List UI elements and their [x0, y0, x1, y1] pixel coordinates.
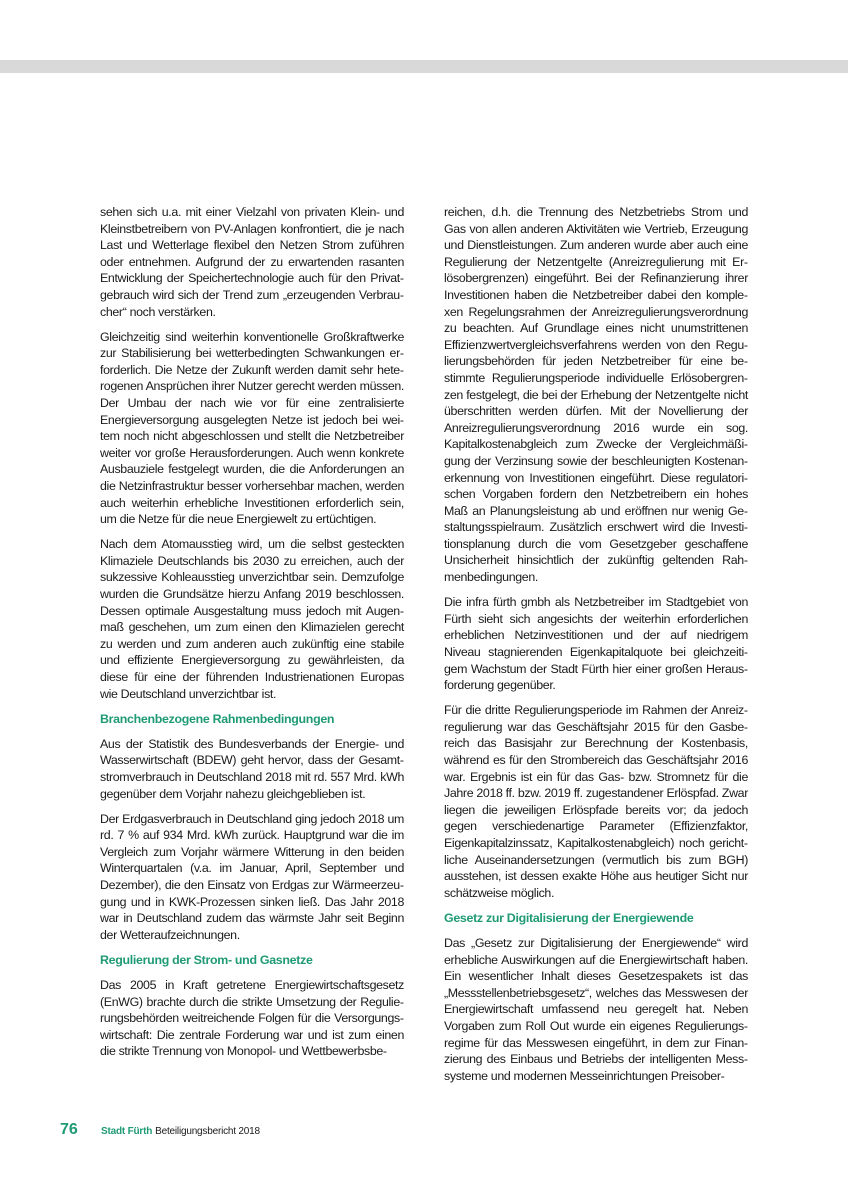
top-grey-bar — [0, 60, 848, 73]
page-number: 76 — [60, 1121, 78, 1138]
paragraph: Das 2005 in Kraft getretene Energiewirtschaftsgesetz (EnWG) brachte durch die strikte Umsetzung der Regulierungsbehörden weitreichende Folgen für die Versorgungswirtschaft: Die zentrale Forderung war und ist zum einen die strikte Trennung von Monopol- und Wettbewerbsbe- — [100, 978, 404, 1059]
paragraph: Die infra fürth gmbh als Netzbetreiber im Stadtgebiet von Fürth sieht sich angesichts der weiterhin erforderlichen erheblichen Netzinvestitionen und der auf niedrigem Niveau stagnierenden Eigenkapitalquote bei gleichzeitigem Wachstum der Stadt Fürth hier einer großen Herausforderung gegenüber. — [444, 595, 748, 693]
section-heading: Gesetz zur Digitalisierung der Energiewende — [444, 910, 694, 925]
left-column — [100, 204, 404, 1069]
section-heading: Branchenbezogene Rahmenbedingungen — [100, 711, 335, 726]
right-column — [444, 204, 748, 1093]
paragraph: Der Erdgasverbrauch in Deutschland ging jedoch 2018 um rd. 7 % auf 934 Mrd. kWh zurück. Hauptgrund war die im Vergleich zum Vorjahr wärmere Witterung in den beiden Winterquartalen (v.a. im Januar, April, September und Dezember), die den Einsatz von Erdgas zur Wärmeerzeugung und in KWK-Prozessen sinken ließ. Das Jahr 2018 war in Deutschland zudem das wärmste Jahr seit Beginn der Wetteraufzeichnungen. — [100, 811, 404, 942]
paragraph: Für die dritte Regulierungsperiode im Rahmen der Anreizregulierung war das Geschäftsjahr 2015 für den Gasbereich das Basisjahr zur Berechnung der Kostenbasis, während es für den Strombereich das Geschäftsjahr 2016 war. Ergebnis ist ein für das Gas- bzw. Stromnetz für die Jahre 2018 ff. bzw. 2019 ff. zugestandener Erlöspfad. Zwar liegen die jeweiligen Erlöspfade bereits vor; da jedoch gegen verschiedenartige Parameter (Effizienzfaktor, Eigenkapitalzinssatz, Kapitalkostenabgleich) noch gerichtliche Auseinandersetzungen (vermutlich bis zum BGH) ausstehen, ist dessen exakte Höhe aus heutiger Sicht nur schätzweise möglich. — [444, 703, 748, 900]
report-title: Beteiligungsbericht 2018 — [155, 1126, 260, 1137]
paragraph: Das „Gesetz zur Digitalisierung der Energiewende“ wird erhebliche Auswirkungen auf die Energiewirtschaft haben. Ein wesentlicher Inhalt dieses Gesetzespakets ist das „Messstellenbetriebsgesetz“, welches das Messwesen der Energiewirtschaft umfassend neu geregelt hat. Neben Vorgaben zum Roll Out wurde ein eigenes Regulierungsregime für das Messwesen eingeführt, in dem zur Finanzierung des Einbaus und Betriebs der intelligenten Messsysteme und modernen Messeinrichtungen Preisober- — [444, 935, 748, 1083]
paragraph: sehen sich u.a. mit einer Vielzahl von privaten Klein- und Kleinstbetreibern von PV-Anlagen konfrontiert, die je nach Last und Wetterlage flexibel den Netzen Strom zuführen oder entnehmen. Aufgrund der zu erwartenden rasanten Entwicklung der Speichertechnologie auch für den Privatgebrauch wird sich der Trend zum „erzeugenden Verbraucher“ noch verstärken. — [100, 205, 404, 319]
page-footer — [60, 1121, 260, 1139]
paragraph: Aus der Statistik des Bundesverbands der Energie- und Wasserwirtschaft (BDEW) geht hervor, dass der Gesamtstromverbrauch in Deutschland 2018 mit rd. 557 Mrd. kWh gegenüber dem Vorjahr nahezu gleichgeblieben ist. — [100, 736, 404, 801]
section-heading: Regulierung der Strom- und Gasnetze — [100, 952, 313, 967]
publisher-name: Stadt Fürth — [101, 1126, 153, 1137]
paragraph: Gleichzeitig sind weiterhin konventionelle Großkraftwerke zur Stabilisierung bei wetterbedingten Schwankungen erforderlich. Die Netze der Zukunft werden damit sehr heterogenen Ansprüchen ihrer Nutzer gerecht werden müssen. Der Umbau der nach wie vor für eine zentralisierte Energieversorgung ausgelegten Netze ist jedoch bei weitem noch nicht abgeschlossen und stellt die Netzbetreiber weiter vor große Herausforderungen. Auch wenn konkrete Ausbauziele festgelegt wurden, die die Anforderungen an die Netzinfrastruktur besser vorhersehbar machen, werden auch weiterhin erhebliche Investitionen erforderlich sein, um die Netze für die neue Energiewelt zu ertüchtigen. — [100, 329, 404, 527]
paragraph: Nach dem Atomausstieg wird, um die selbst gesteckten Klimaziele Deutschlands bis 2030 zu erreichen, auch der sukzessive Kohleausstieg unverzichtbar sein. Demzufolge wurden die Grundsätze hierzu Anfang 2019 beschlossen. Dessen optimale Ausgestaltung muss jedoch mit Augenmaß geschehen, um zum einen den Klimazielen gerecht zu werden und zum anderen auch zukünftig eine stabile und effiziente Energieversorgung zu gewährleisten, da diese für eine der führenden Industrienationen Europas wie Deutschland unverzichtbar ist. — [100, 537, 404, 701]
paragraph: reichen, d.h. die Trennung des Netzbetriebs Strom und Gas von allen anderen Aktivitäten wie Vertrieb, Erzeugung und Dienstleistungen. Zum anderen wurde aber auch eine Regulierung der Netzentgelte (Anreizregulierung mit Erlösobergrenzen) eingeführt. Bei der Refinanzierung ihrer Investitionen haben die Netzbetreiber dabei den komplexen Regelungsrahmen der Anreizregulierungsverordnung zu beachten. Auf Grundlage eines nicht unumstrittenen Effizienzwertvergleichsverfahrens werden von den Regulierungsbehörden für jeden Netzbetreiber für eine bestimmte Regulierungsperiode individuelle Erlösobergrenzen festgelegt, die bei der Erhebung der Netzentgelte nicht überschritten werden dürfen. Mit der Novellierung der Anreizregulierungsverordnung 2016 wurde ein sog. Kapitalkostenabgleich zum Zwecke der Vergleichmäßigung der Verzinsung sowie der beschleunigten Kostenanerkennung von Investitionen eingeführt. Diese regulatorischen Vorgaben fordern den Netzbetreibern ein hohes Maß an Planungsleistung ab und eröffnen nur wenig Gestaltungsspielraum. Zusätzlich erschwert wird die Investitionsplanung durch die vom Gesetzgeber geschaffene Unsicherheit hinsichtlich der zukünftig geltenden Rahmenbedingungen. — [444, 205, 748, 585]
